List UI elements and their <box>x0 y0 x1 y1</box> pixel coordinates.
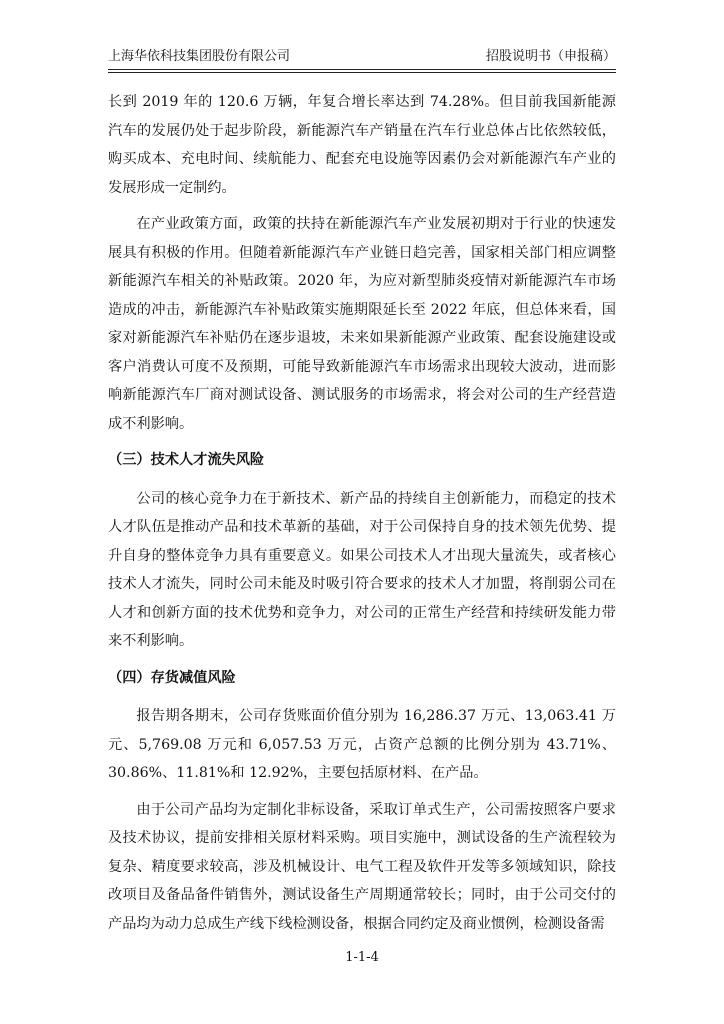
paragraph-industry-policy: 在产业政策方面，政策的扶持在新能源汽车产业发展初期对于行业的快速发展具有积极的作用。但随着新能源汽车产业链日趋完善，国家相关部门相应调整新能源汽车相关的补贴政策。2020 年，为应对新型肺炎疫情对新能源汽车市场造成的冲击，新能源汽车补贴政策实施期限延长至 2022 年底，但总体来看，国家对新能源汽车补贴仍在逐步退坡，未来如果新能源产业政策、配套设施建设或客户消费认可度不及预期，可能导致新能源汽车市场需求出现较大波动，进而影响新能源汽车厂商对测试设备、测试服务的市场需求，将会对公司的生产经营造成不利影响。 <box>108 216 616 432</box>
paragraph-talent-risk: 公司的核心竞争力在于新技术、新产品的持续自主创新能力，而稳定的技术人才队伍是推动产品和技术革新的基础，对于公司保持自身的技术领先优势、提升自身的整体竞争力具有重要意义。如果公司技术人才出现大量流失，或者核心技术人才流失，同时公司未能及时吸引符合要求的技术人才加盟，将削弱公司在人才和创新方面的技术优势和竞争力，对公司的正常生产经营和持续研发能力带来不利影响。 <box>108 490 616 649</box>
page-body <box>108 88 616 946</box>
paragraph-inventory-values: 报告期各期末，公司存货账面价值分别为 16,286.37 万元、13,063.41 万元、5,769.08 万元和 6,057.53 万元，占资产总额的比例分别为 43.71%、30.86%、11.81%和 12.92%，主要包括原材料、在产品。 <box>108 708 616 781</box>
paragraph-inventory-production: 由于公司产品均为定制化非标设备，采取订单式生产，公司需按照客户要求及技术协议，提前安排相关原材料采购。项目实施中，测试设备的生产流程较为复杂、精度要求较高，涉及机械设计、电气工程及软件开发等多领域知识，除技改项目及备品备件销售外，测试设备生产周期通常较长；同时，由于公司交付的产品均为动力总成生产线下线检测设备，根据合同约定及商业惯例，检测设备需 <box>108 801 616 932</box>
page-number: 1-1-4 <box>345 950 379 965</box>
page-header <box>108 46 616 68</box>
section-heading-talent-risk: （三）技术人才流失风险 <box>108 452 265 468</box>
paragraph-continued: 长到 2019 年的 120.6 万辆，年复合增长率达到 74.28%。但目前我国新能源汽车的发展仍处于起步阶段，新能源汽车产销量在汽车行业总体占比依然较低，购买成本、充电时间、续航能力、配套充电设施等因素仍会对新能源汽车产业的发展形成一定制约。 <box>108 94 616 196</box>
header-rule-thick <box>108 69 616 70</box>
header-company-name: 上海华依科技集团股份有限公司 <box>108 49 291 64</box>
section-heading-inventory-risk: （四）存货减值风险 <box>108 669 236 686</box>
header-document-title: 招股说明书（申报稿） <box>485 49 616 64</box>
header-rule-thin <box>108 72 616 73</box>
